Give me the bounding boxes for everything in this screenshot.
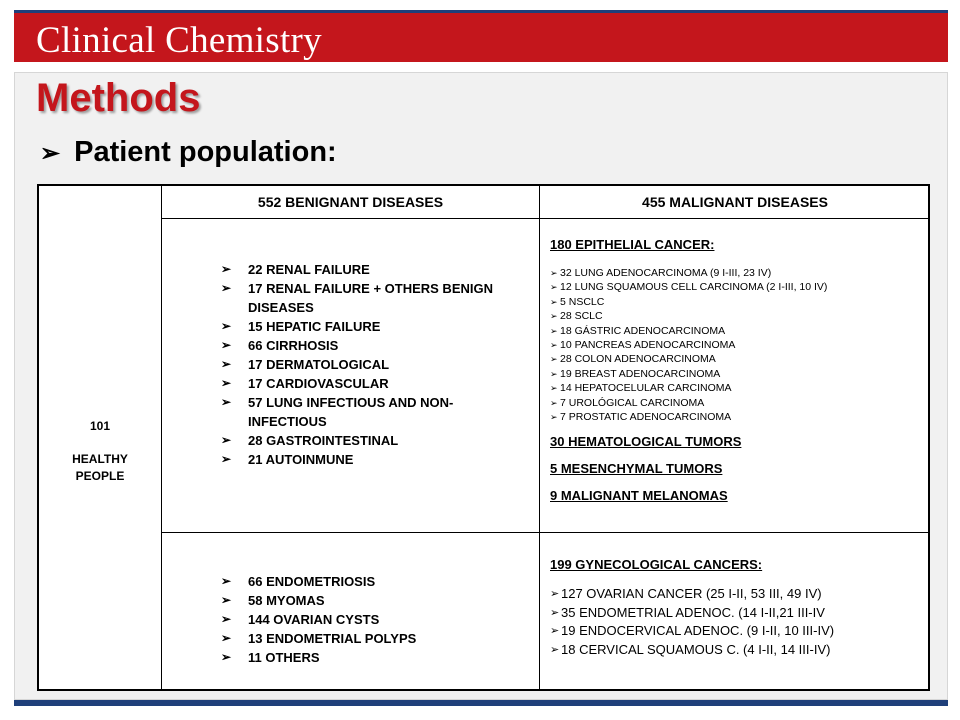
epithelial-heading: 180 EPITHELIAL CANCER:	[550, 237, 715, 252]
list-item: ➢ 19 BREAST ADENOCARCINOMA	[550, 367, 920, 381]
list-item: ➢ 57 LUNG INFECTIOUS AND NON-INFECTIOUS	[221, 393, 501, 431]
list-item: ➢ 14 HEPATOCELULAR CARCINOMA	[550, 381, 920, 395]
benign-header: 552 BENIGNANT DISEASES	[257, 194, 444, 210]
gynecological-list	[550, 585, 920, 659]
footer-bar	[14, 700, 948, 706]
list-item: ➢ 7 UROLÓGICAL CARCINOMA	[550, 396, 920, 410]
list-item: ➢ 66 CIRRHOSIS	[221, 336, 501, 355]
arrow-bullet-icon: ➢	[40, 140, 61, 167]
list-item: ➢ 17 DERMATOLOGICAL	[221, 355, 501, 374]
header-bar	[14, 10, 948, 62]
slide-subtitle	[40, 136, 337, 169]
list-item: ➢ 17 RENAL FAILURE + OTHERS BENIGN DISEASES	[221, 279, 501, 317]
list-item: ➢ 21 AUTOINMUNE	[221, 450, 501, 469]
malignant-upper-cell	[550, 237, 920, 503]
list-item: ➢ 35 ENDOMETRIAL ADENOC. (14 I-II,21 III-IV	[550, 604, 920, 623]
benign-upper-list	[221, 260, 501, 469]
subtitle-text: Patient population:	[74, 136, 337, 168]
list-item: ➢ 18 GÁSTRIC ADENOCARCINOMA	[550, 324, 920, 338]
gynecological-heading: 199 GYNECOLOGICAL CANCERS:	[550, 557, 763, 572]
list-item: ➢ 32 LUNG ADENOCARCINOMA (9 I-III, 23 IV)	[550, 266, 920, 280]
healthy-people-cell	[39, 418, 161, 485]
list-item: ➢ 28 GASTROINTESTINAL	[221, 431, 501, 450]
list-item: ➢ 15 HEPATIC FAILURE	[221, 317, 501, 336]
healthy-label: PEOPLE	[75, 469, 125, 483]
brand-title: Clinical Chemistry	[36, 20, 322, 61]
column-divider	[161, 186, 162, 689]
list-item: ➢ 22 RENAL FAILURE	[221, 260, 501, 279]
melanoma-heading: 9 MALIGNANT MELANOMAS	[550, 488, 728, 504]
list-item: ➢ 7 PROSTATIC ADENOCARCINOMA	[550, 410, 920, 424]
list-item: ➢ 127 OVARIAN CANCER (25 I-II, 53 III, 49 IV)	[550, 585, 920, 604]
epithelial-list	[550, 266, 920, 424]
list-item: ➢ 11 OTHERS	[221, 648, 501, 667]
healthy-label: HEALTHY	[72, 452, 128, 466]
benign-lower-list	[221, 572, 501, 667]
slide-title: Methods	[36, 76, 201, 120]
patient-population-table	[37, 184, 930, 691]
list-item: ➢ 28 COLON ADENOCARCINOMA	[550, 352, 920, 366]
malignant-lower-cell	[550, 557, 920, 659]
row-divider	[161, 532, 928, 533]
list-item: ➢ 28 SCLC	[550, 309, 920, 323]
list-item: ➢ 18 CERVICAL SQUAMOUS C. (4 I-II, 14 III-IV)	[550, 641, 920, 660]
list-item: ➢ 5 NSCLC	[550, 295, 920, 309]
list-item: ➢ 19 ENDOCERVICAL ADENOC. (9 I-II, 10 III-IV)	[550, 622, 920, 641]
list-item: ➢ 144 OVARIAN CYSTS	[221, 610, 501, 629]
malignant-header: 455 MALIGNANT DISEASES	[642, 194, 828, 210]
list-item: ➢ 10 PANCREAS ADENOCARCINOMA	[550, 338, 920, 352]
list-item: ➢ 66 ENDOMETRIOSIS	[221, 572, 501, 591]
list-item: ➢ 17 CARDIOVASCULAR	[221, 374, 501, 393]
healthy-count: 101	[89, 419, 111, 433]
list-item: ➢ 58 MYOMAS	[221, 591, 501, 610]
mesenchymal-heading: 5 MESENCHYMAL TUMORS	[550, 461, 723, 477]
row-divider	[161, 218, 928, 219]
list-item: ➢ 12 LUNG SQUAMOUS CELL CARCINOMA (2 I-III, 10 IV)	[550, 280, 920, 294]
hematological-heading: 30 HEMATOLOGICAL TUMORS	[550, 434, 742, 450]
column-divider	[539, 186, 540, 689]
list-item: ➢ 13 ENDOMETRIAL POLYPS	[221, 629, 501, 648]
